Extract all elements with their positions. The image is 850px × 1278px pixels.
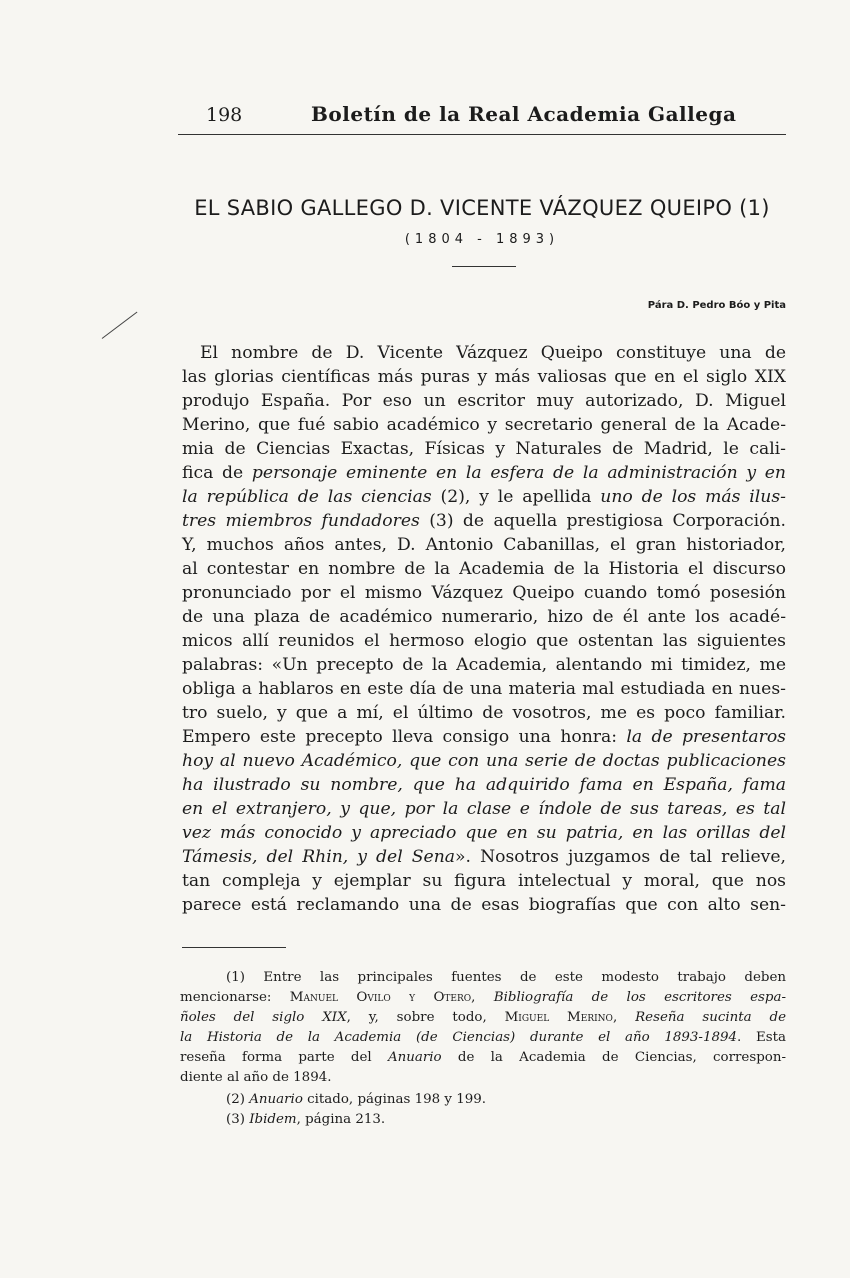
- body-line: [182, 509, 786, 533]
- footnote-text: de la Academia de Ciencias, correspon-: [441, 1050, 786, 1065]
- footnote-text: mencionarse:: [180, 990, 290, 1005]
- footnote-text: (3): [226, 1112, 250, 1127]
- body-line: [182, 461, 786, 485]
- footnote-italic: Ibidem: [249, 1112, 297, 1127]
- body-line: [182, 773, 786, 797]
- footnote-text: . Esta: [737, 1030, 786, 1045]
- body-italic: ha ilustrado su nombre, que ha adquirido fama en España, fama: [182, 775, 786, 795]
- body-italic: en el extranjero, y que, por la clase e índole de sus tareas, es tal: [182, 799, 786, 819]
- margin-pencil-mark: [102, 312, 138, 339]
- body-line: obliga a hablaros en este día de una materia mal estudiada en nues-: [182, 679, 786, 699]
- body-italic: hoy al nuevo Académico, que con una serie de doctas publicaciones: [182, 751, 786, 771]
- footnote-italic: Anuario: [387, 1050, 442, 1065]
- footnote-text: citado, páginas 198 y 199.: [302, 1092, 487, 1107]
- body-line: palabras: «Un precepto de la Academia, alentando mi timidez, me: [182, 655, 786, 675]
- footnote-text: reseña forma parte del: [180, 1050, 388, 1065]
- footnote-line: diente al año de 1894.: [180, 1070, 332, 1085]
- body-italic: la república de las ciencias: [182, 487, 432, 507]
- footnote-text: , y, sobre todo,: [346, 1010, 505, 1025]
- body-italic: vez más conocido y apreciado que en su patria, en las orillas del: [182, 823, 786, 843]
- footnote-line: [180, 1008, 786, 1028]
- footnote-line: [226, 1110, 786, 1130]
- article-title: EL SABIO GALLEGO D. VICENTE VÁZQUEZ QUEIPO (1): [194, 196, 770, 220]
- footnote-author: Manuel Ovilo y Otero: [289, 990, 472, 1005]
- body-line: tan compleja y ejemplar su figura intelectual y moral, que nos: [182, 871, 786, 891]
- body-italic: uno de los más ilus-: [600, 487, 786, 507]
- body-line: pronunciado por el mismo Vázquez Queipo cuando tomó posesión: [182, 583, 786, 603]
- footnote-line: [180, 988, 786, 1008]
- footnote-text: , página 213.: [296, 1112, 386, 1127]
- body-line: [182, 797, 786, 821]
- body-line: [182, 485, 786, 509]
- body-line: parece está reclamando una de esas biografías que con alto sen-: [182, 895, 786, 915]
- body-line: las glorias científicas más puras y más valiosas que en el siglo XIX: [182, 367, 786, 387]
- body-line: [182, 845, 786, 869]
- footnote-italic: Bibliografía de los escritores espa-: [493, 990, 786, 1005]
- running-title: Boletín de la Real Academia Gallega: [311, 102, 737, 126]
- footnote-italic: Anuario: [249, 1092, 303, 1107]
- body-italic: la de presentaros: [626, 727, 786, 747]
- body-line: [182, 749, 786, 773]
- page-number: 198: [206, 104, 243, 126]
- footnote-text: (2): [226, 1092, 250, 1107]
- page-header: [178, 100, 786, 135]
- footnote-line: [226, 1090, 786, 1110]
- body-text: Empero este precepto lleva consigo una honra:: [182, 727, 627, 747]
- body-line: al contestar en nombre de la Academia de la Historia el discurso: [182, 559, 786, 579]
- footnote-line: [180, 1028, 786, 1048]
- footnote-rule: [182, 947, 286, 948]
- article-dates: (1804 - 1893): [404, 232, 560, 247]
- article-author: Pára D. Pedro Bóo y Pita: [647, 300, 786, 311]
- body-line: El nombre de D. Vicente Vázquez Queipo constituye una de: [200, 343, 786, 363]
- footnote-italic: la Historia de la Academia (de Ciencias) durante el año 1893-1894: [180, 1030, 738, 1045]
- footnote-italic: ñoles del siglo XIX: [180, 1010, 347, 1025]
- body-line: tro suelo, y que a mí, el último de vosotros, me es poco familiar.: [182, 703, 786, 723]
- footnote-text: ,: [612, 1010, 636, 1025]
- footnote-author: Miguel Merino: [504, 1010, 613, 1025]
- body-italic: tres miembros fundadores: [182, 511, 420, 531]
- body-text: fica de: [182, 463, 252, 483]
- footnote-line: [180, 1048, 786, 1068]
- body-line: Merino, que fué sabio académico y secretario general de la Acade-: [182, 415, 786, 435]
- body-text: (3) de aquella prestigiosa Corporación.: [419, 511, 786, 531]
- body-italic: personaje eminente en la esfera de la administración y en: [251, 463, 786, 483]
- body-text: ». Nosotros juzgamos de tal relieve,: [455, 847, 786, 867]
- title-rule: [452, 266, 516, 267]
- body-line: micos allí reunidos el hermoso elogio que ostentan las siguientes: [182, 631, 786, 651]
- footnote-italic: Reseña sucinta de: [635, 1010, 787, 1025]
- body-line: [182, 725, 786, 749]
- body-line: [182, 821, 786, 845]
- body-italic: Támesis, del Rhin, y del Sena: [182, 847, 456, 867]
- footnote-line: (1) Entre las principales fuentes de este modesto trabajo deben: [226, 970, 786, 985]
- footnote-text: ,: [471, 990, 494, 1005]
- body-line: de una plaza de académico numerario, hizo de él ante los acadé-: [182, 607, 786, 627]
- body-line: Y, muchos años antes, D. Antonio Cabanillas, el gran historiador,: [182, 535, 786, 555]
- body-line: mia de Ciencias Exactas, Físicas y Naturales de Madrid, le cali-: [182, 439, 786, 459]
- body-text: (2), y le apellida: [431, 487, 601, 507]
- body-line: produjo España. Por eso un escritor muy autorizado, D. Miguel: [182, 391, 786, 411]
